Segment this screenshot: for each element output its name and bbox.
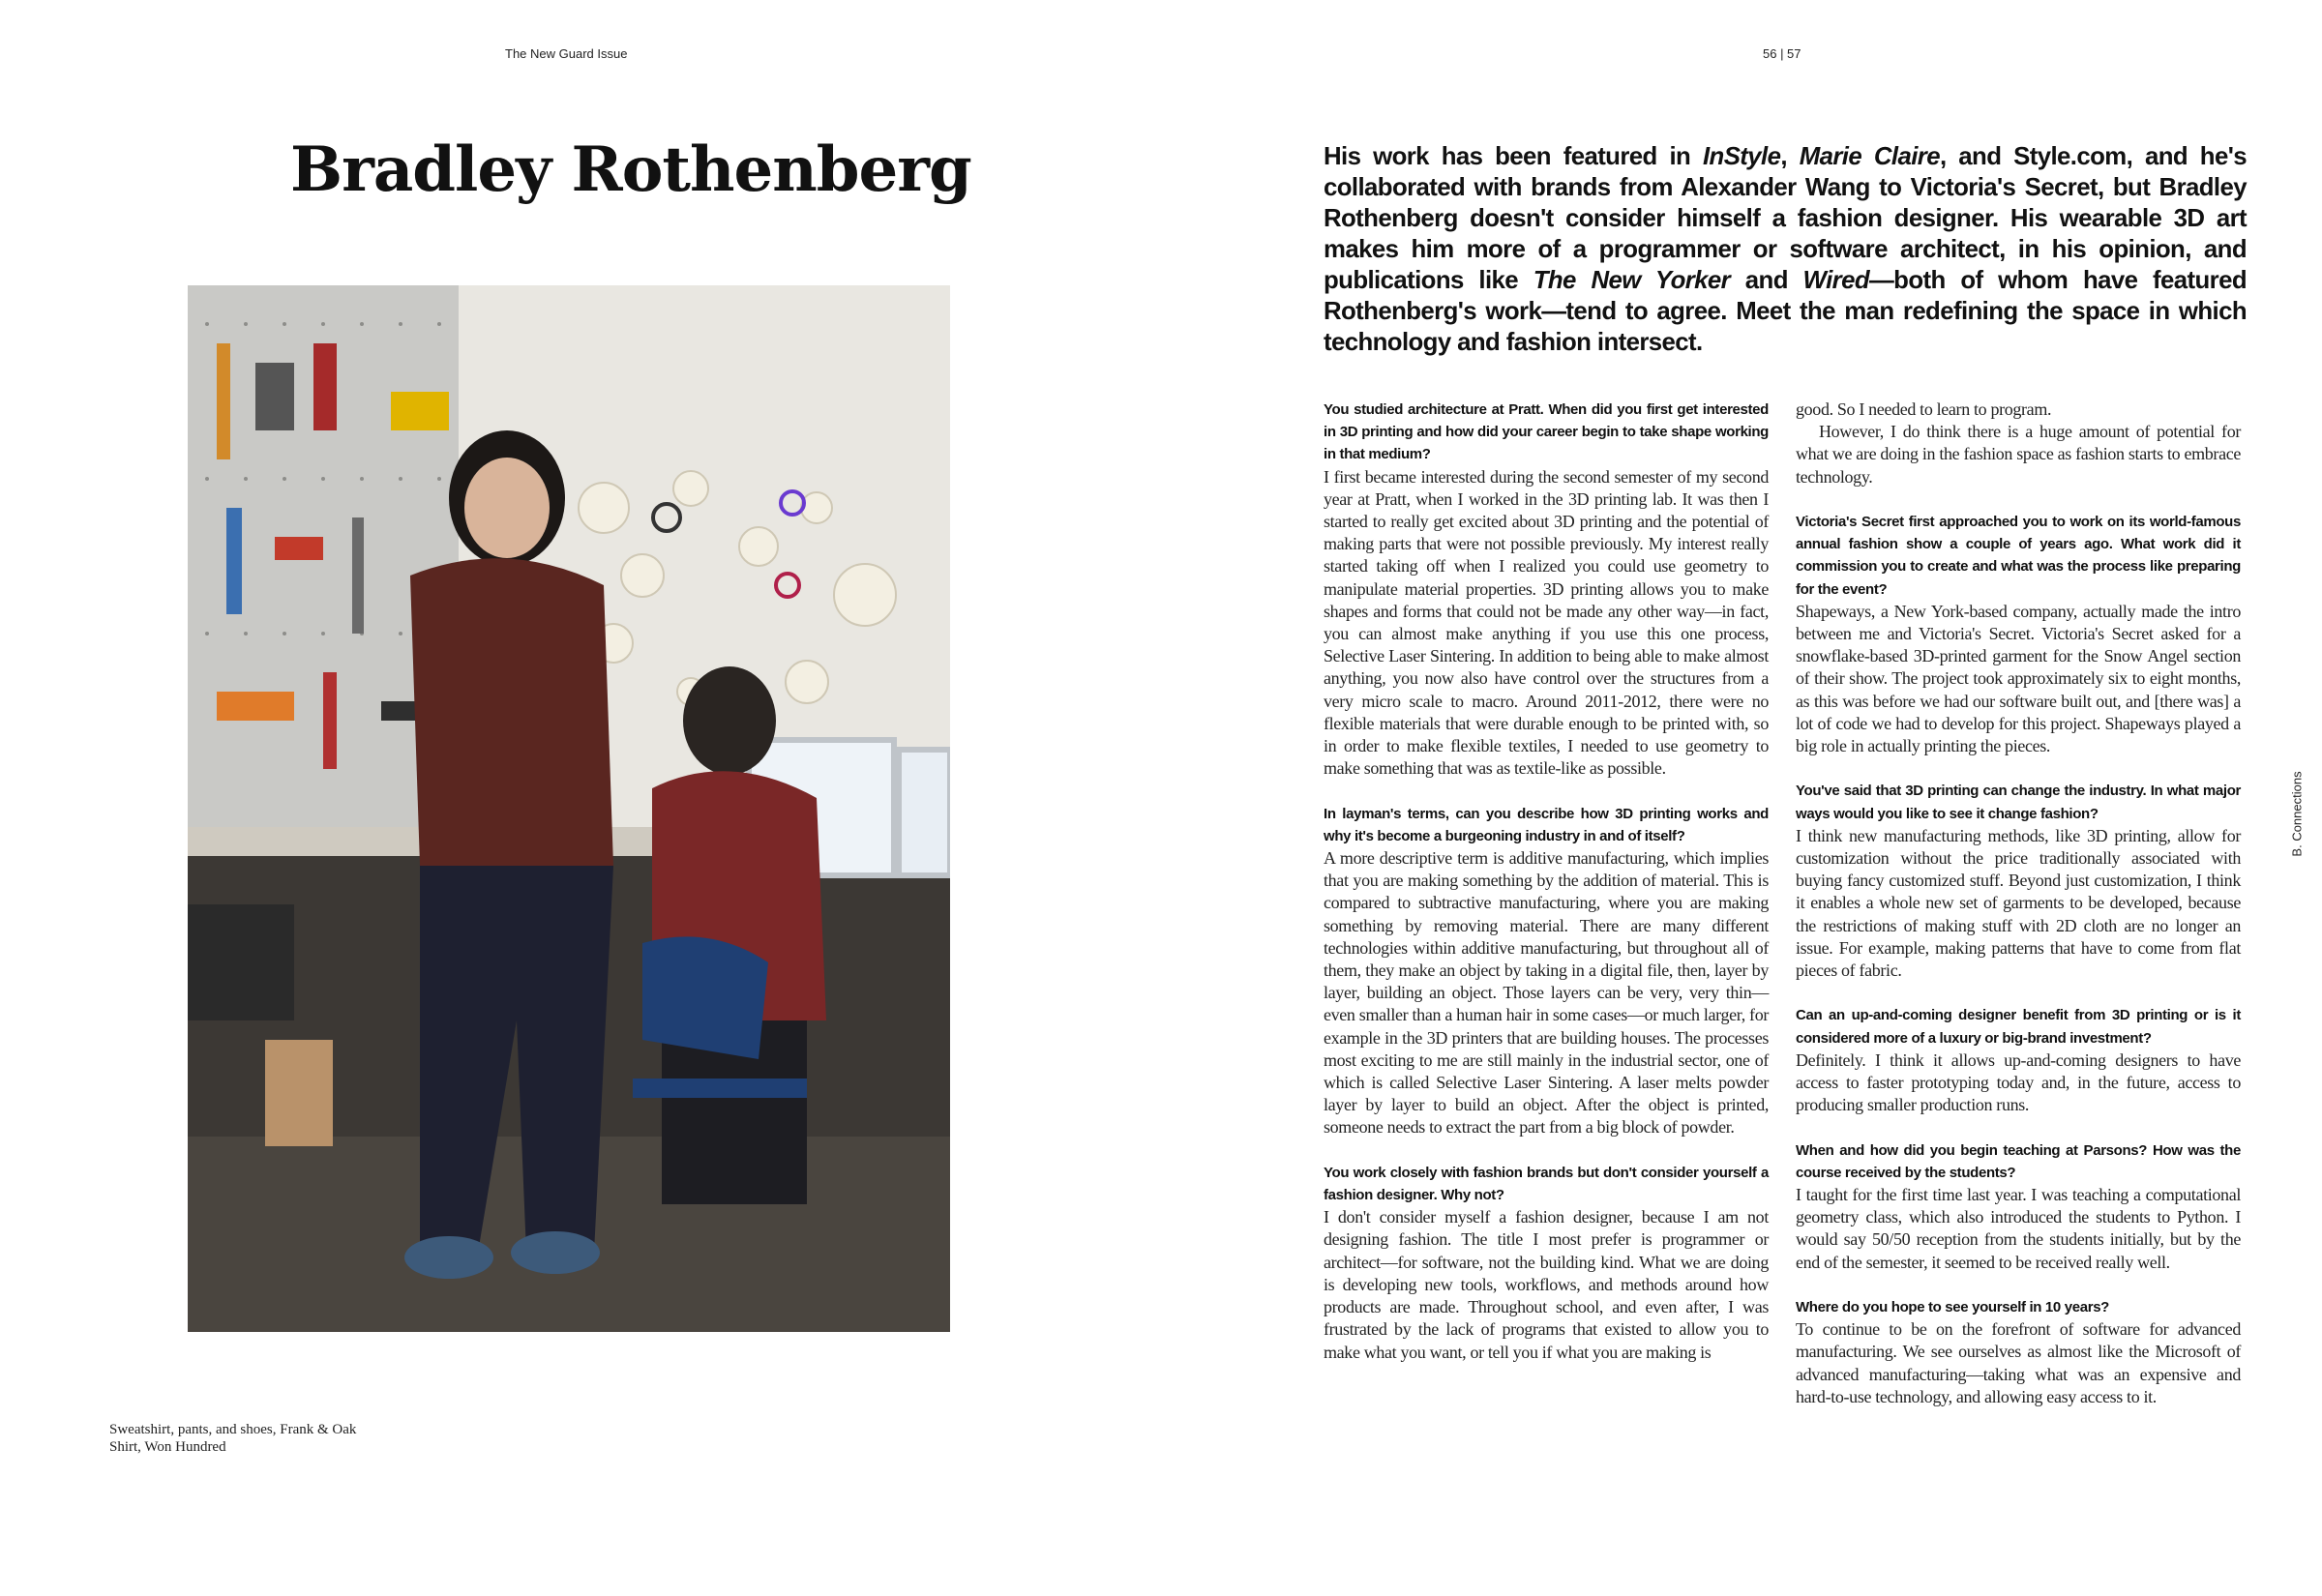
interview-question: Where do you hope to see yourself in 10 years? [1796, 1299, 2109, 1316]
page-numbers: 56 | 57 [1763, 46, 1801, 61]
portrait-photo [188, 285, 950, 1332]
standfirst-text: , and Style.com, and he's collaborated with brands from Alexander Wang to Victoria's Secret, but Bradley Rothenberg doesn't consider himself a fashion designer. His wearable 3D art makes him more of a programmer or software architect, in his opinion, and publications like [1324, 143, 2247, 294]
interview-answer-continued: good. So I needed to learn to program. [1796, 399, 2052, 419]
interview-question: You studied architecture at Pratt. When did you first get interested in 3D printing and how did your career begin to take shape working in that medium? [1324, 401, 1769, 463]
interview-answer: To continue to be on the forefront of software for advanced manufacturing. We see ourselves as almost like the Microsoft of advanced manufacturing—taking what was an expensive and hard-to-use technology, and allowing easy access to it. [1796, 1319, 2241, 1406]
interview-column-right [1796, 399, 2241, 1408]
interview-answer: A more descriptive term is additive manufacturing, which implies that you are making something by the addition of material. This is compared to subtractive manufacturing, where you are making something by removing material. There are many different technologies within additive manufacturing, but throughout all of them, they make an object by taking in a digital file, then, layer by layer, building an object. Those layers can be very, very thin—even smaller than a human hair in some cases—or much larger, for example in the 3D printers that are building houses. The processes most exciting to me are still mainly in the industrial sector, one of which is called Selective Laser Sintering. A laser melts powder layer by layer to build an object. After the object is printed, someone needs to extract the part from a big block of powder. [1324, 848, 1769, 1138]
publication-name: The New Yorker [1533, 267, 1731, 294]
article-title: Bradley Rothenberg [290, 133, 971, 206]
interview-question: When and how did you begin teaching at Parsons? How was the course received by the students? [1796, 1141, 2241, 1181]
publication-name: Marie Claire [1799, 143, 1940, 170]
studio-photo-illustration [188, 285, 950, 1332]
interview-question: In layman's terms, can you describe how 3D printing works and why it's become a burgeoning industry in and of itself? [1324, 805, 1769, 844]
interview-question: Victoria's Secret first approached you to work on its world-famous annual fashion show a couple of years ago. What work did it commission you to create and what was the process like preparing for the event? [1796, 514, 2241, 598]
caption-line: Sweatshirt, pants, and shoes, Frank & Oak [109, 1422, 357, 1437]
photo-caption [109, 1421, 356, 1456]
interview-answer: Shapeways, a New York-based company, actually made the intro between me and Victoria's Secret. Victoria's Secret asked for a snowflake-based 3D-printed garment for the Snow Angel section of their show. The project took approximately six to eight months, as this was before we had our software built out, and [there was] a lot of code we had to develop for this project. Shapeways played a big role in actually printing the pieces. [1796, 601, 2241, 756]
section-label-text: B. Connections [2289, 771, 2305, 857]
interview-question: You've said that 3D printing can change the industry. In what major ways would you like to see it change fashion? [1796, 783, 2241, 822]
interview-question: Can an up-and-coming designer benefit from 3D printing or is it considered more of a luxury or big-brand investment? [1796, 1007, 2241, 1047]
interview-answer: I think new manufacturing methods, like 3D printing, allow for customization without the price traditionally associated with buying fancy customized stuff. Beyond just customization, I think it enables a whole new set of garments to be developed, because the restrictions of making stuff with 2D cloth are no longer an issue. For example, making patterns that have to come from flat pieces of fabric. [1796, 825, 2241, 981]
interview-column-left [1324, 399, 1769, 1364]
interview-question: You work closely with fashion brands but don't consider yourself a fashion designer. Why not? [1324, 1164, 1769, 1204]
interview-answer: However, I do think there is a huge amount of potential for what we are doing in the fashion space as fashion starts to embrace technology. [1796, 422, 2241, 487]
standfirst [1324, 141, 2247, 358]
running-head-issue: The New Guard Issue [505, 46, 628, 61]
publication-name: Wired [1802, 267, 1869, 294]
standfirst-text: —both of whom have featured Rothenberg's work—tend to agree. Meet the man redefining the space in which technology and fashion intersect. [1324, 267, 2248, 356]
interview-answer: Definitely. I think it allows up-and-coming designers to have access to faster prototyping today and, in the future, access to producing smaller production runs. [1796, 1049, 2241, 1115]
standfirst-text: , [1780, 143, 1800, 170]
publication-name: InStyle [1702, 143, 1781, 170]
standfirst-text: and [1730, 267, 1803, 294]
standfirst-text: His work has been featured in [1324, 143, 1703, 170]
caption-line: Shirt, Won Hundred [109, 1439, 226, 1455]
interview-answer: I first became interested during the second semester of my second year at Pratt, when I worked in the 3D printing lab. It was then I started to really get excited about 3D printing and the potential of making parts that were not possible previously. My interest really started taking off when I realized you could use geometry to manipulate material properties. 3D printing allows you to make shapes and forms that could not be made any other way—in fact, you can almost make anything if you use this one process, Selective Laser Sintering. In addition to being able to make almost anything, you now also have control over the structures from a very micro scale to macro. Around 2011-2012, there were no flexible materials that were durable enough to be printed with, so in order to make flexible textiles, I needed to use geometry to make something that was as textile-like as possible. [1324, 466, 1769, 779]
interview-answer: I don't consider myself a fashion designer, because I am not designing fashion. The title I most prefer is programmer or architect—for software, not the building kind. What we are doing is developing new tools, workflows, and methods around how products are made. Throughout school, and even after, I was frustrated by the lack of programs that existed to allow you to make what you want, or tell you if what you are making is [1324, 1207, 1769, 1362]
interview-answer: I taught for the first time last year. I was teaching a computational geometry class, which also introduced the students to Python. I would say 50/50 reception from the students initially, but by the end of the semester, it seemed to be received really well. [1796, 1185, 2241, 1272]
